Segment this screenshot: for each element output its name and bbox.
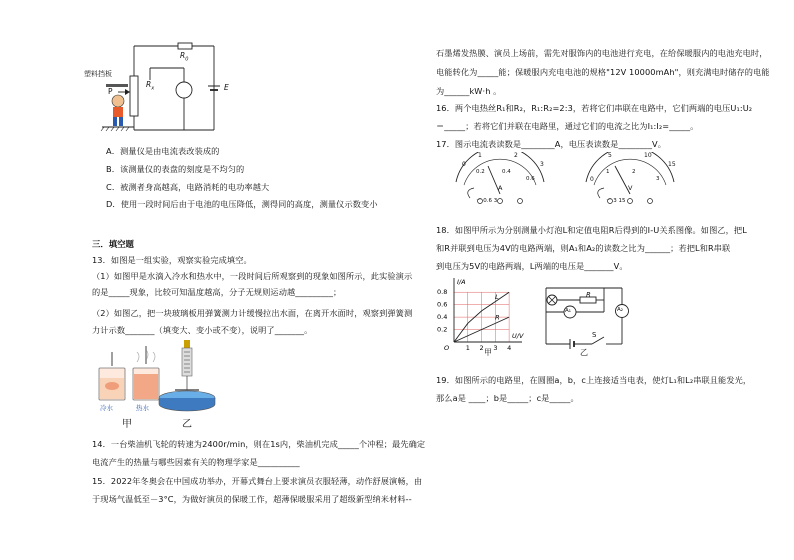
fig13-caption-jia: 甲	[122, 419, 132, 430]
q14-line2: 电流产生的热量与哪些因素有关的物理学家是__________	[92, 457, 300, 467]
v-tick-1: 1	[606, 169, 610, 175]
meter-icon	[176, 82, 192, 98]
fig13-caption-yi: 乙	[182, 419, 192, 430]
v-tick-3: 3	[656, 176, 660, 182]
q15-line2: 于现场气温低至－3°C，为做好演员的保暖工作，超薄保暖服采用了超级新型纳米材料--	[92, 494, 412, 504]
label-rx: $R_x$	[146, 80, 155, 92]
circuit-caption-yi: 乙	[580, 348, 588, 357]
a-tick-1: 1	[478, 152, 482, 159]
a-terminals: － 0.6 3	[476, 198, 498, 204]
q18-line2: 和R并联到电压为4V的电路两端，则A₁和A₂的读数之比为______；若把L和R串联	[436, 243, 731, 253]
series-label-l: L	[495, 293, 499, 302]
option-d: D．使用一段时间后由于电池的电压降低，测得同的高度，测量仪示数变小	[106, 199, 378, 209]
label-a2: A₂	[617, 307, 623, 313]
q19-line1: 19．如图所示的电路里，在圆圈a，b，c上连接适当电表，使灯L₁和L₂串联且能发光，	[436, 375, 752, 385]
q15-cont-line3: 为______kW·h 。	[436, 86, 502, 96]
resistor-r0	[178, 43, 192, 49]
v-tick-0: 0	[590, 176, 594, 183]
q18-line1: 18．如图甲所示为分别测量小灯泡L和定值电阻R后得到的I-U关系图像。如图乙，把L	[436, 225, 747, 235]
q13-line1: 13．如图是一组实验，观察实验完成填空。	[92, 255, 252, 265]
q13-line3: 的是_____现象，比较可知温度越高，分子无规则运动越_________；	[92, 287, 342, 297]
q15-cont-line2: 电能转化为_____能；保暖服内充电电池的规格"12V 10000mAh"，则充满电时储存的电能	[436, 67, 770, 77]
q19-line2: 那么a是 ____；b是_____；c是_____。	[436, 393, 579, 403]
x-tick-label: 1	[465, 344, 470, 352]
q16-line2: ＝_____；若将它们并联在电路里，通过它们的电流之比为I₁:I₂=_____。	[436, 121, 699, 131]
option-b: B．该测量仪的表盘的刻度是不均匀的	[106, 164, 245, 174]
label-r0: $R_0$	[180, 51, 189, 63]
y-tick-label: 0.6	[437, 300, 448, 309]
a-tick-02: 0.2	[476, 169, 485, 175]
v-tick-15: 15	[668, 161, 676, 168]
option-a: A．测量仪是由电流表改装成的	[106, 146, 220, 156]
parallel-circuit	[534, 282, 634, 354]
diffusion-figure	[95, 338, 235, 430]
v-terminals: － 3 15	[606, 198, 626, 204]
a-unit: A	[498, 184, 503, 192]
x-axis-label: U/V	[512, 332, 524, 340]
y-tick-label: 0.4	[437, 313, 448, 322]
q16-line1: 16．两个电热丝R₁和R₂，R₁:R₂=2:3，若将它们串联在电路中，它们两端的电压U₁:U₂	[436, 103, 753, 113]
x-tick-label: 2	[479, 344, 484, 352]
resistor-rx	[130, 76, 138, 116]
y-axis-label: I/A	[457, 278, 466, 286]
a-tick-2: 2	[514, 152, 518, 159]
y-tick-label: 0.2	[437, 325, 448, 334]
q14-line1: 14．一台柴油机飞轮的转速为2400r/min，则在1s内，柴油机完成_____个冲程；最先确定	[92, 439, 426, 449]
q18-line3: 到电压为5V的电路两端，L两端的电压是_______V。	[436, 261, 628, 271]
label-hot-water: 热水	[136, 404, 149, 412]
q13-line2: （1）如图甲是水滴入冷水和热水中，一段时间后所观察到的现象如图所示，此实验演示	[92, 271, 413, 281]
a-tick-04: 0.4	[502, 169, 511, 175]
a-tick-3: 3	[540, 161, 544, 168]
label-s: S	[592, 331, 597, 339]
label-a1: A₁	[565, 308, 571, 314]
q13-line5: 力计示数_______（填变大、变小或不变），说明了_______。	[92, 325, 313, 335]
label-e: E	[224, 83, 229, 92]
option-c: C．被测者身高越高，电路消耗的电功率越大	[106, 182, 270, 192]
q15-line1: 15．2022年冬奥会在中国成功举办，开幕式舞台上要求演员衣服轻薄，动作舒展演畅，由	[92, 476, 423, 486]
label-r: R	[586, 291, 591, 299]
person-icon	[112, 95, 124, 107]
a-tick-0: 0	[462, 161, 466, 168]
a-tick-06: 0.6	[526, 176, 535, 182]
q17-text: 17．图示电流表读数是________A，电压表读数是________V。	[436, 139, 667, 149]
v-tick-2: 2	[632, 169, 636, 175]
origin-label: O	[444, 344, 450, 352]
chart-caption-jia: 甲	[484, 348, 492, 357]
series-label-r: R	[495, 313, 500, 322]
label-board: 塑料挡板	[84, 70, 112, 78]
y-tick-label: 0.8	[437, 288, 448, 297]
v-tick-5: 5	[608, 152, 612, 159]
x-tick-label: 4	[507, 344, 512, 352]
section-fill-in: 三．填空题	[92, 239, 134, 249]
v-unit: V	[628, 184, 633, 192]
label-p: P	[108, 87, 113, 96]
q13-line4: （2）如图乙，把一块玻璃板用弹簧测力计缓慢拉出水面，在离开水面时，观察到弹簧测	[92, 308, 413, 318]
iu-chart	[436, 276, 536, 356]
q15-cont-line1: 石墨烯发热膜、演员上场前，需先对服饰内的电池进行充电，在给保暖服内的电池充电时，	[436, 48, 768, 58]
v-tick-10: 10	[644, 152, 652, 159]
label-cold-water: 冷水	[100, 404, 113, 412]
x-tick-label: 3	[493, 344, 498, 352]
